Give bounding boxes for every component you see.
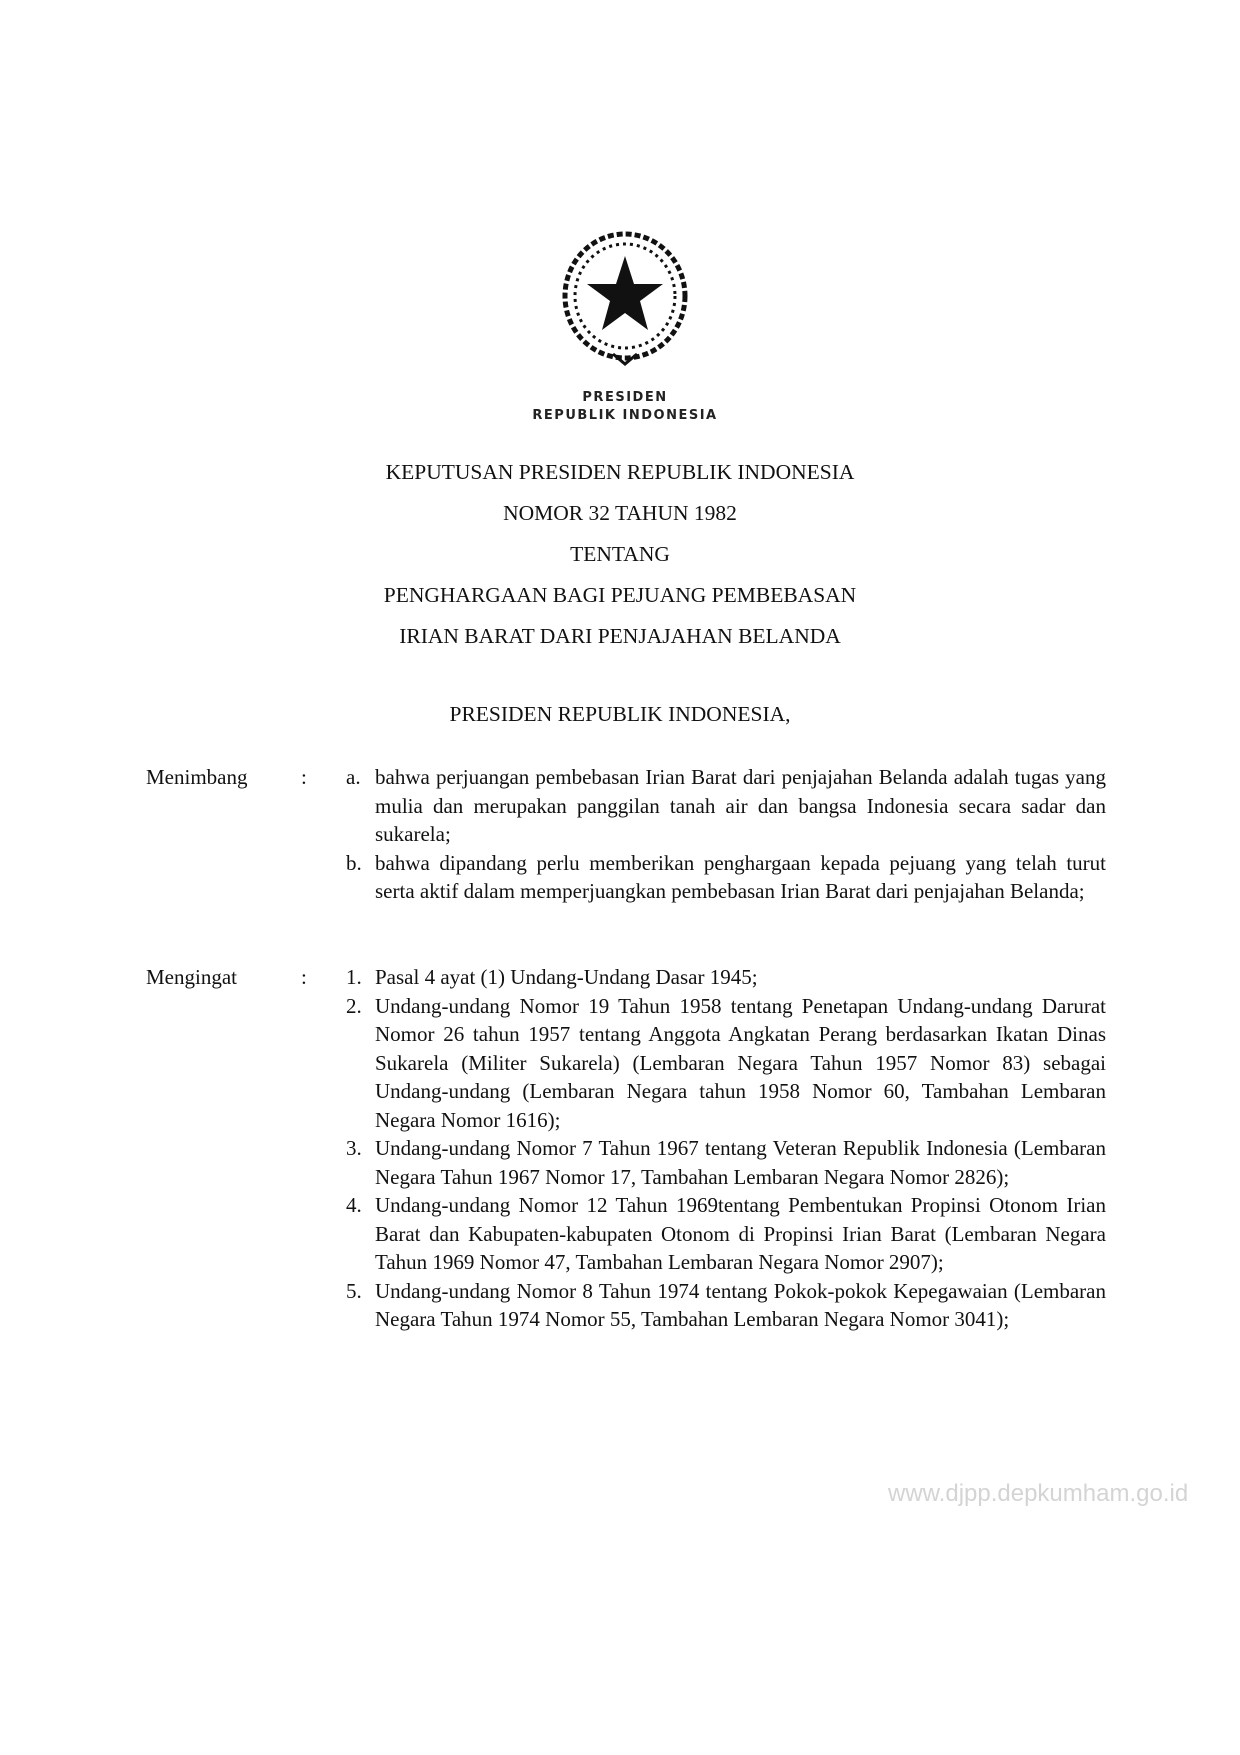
mengingat-section (146, 963, 1106, 1334)
presidential-seal-icon (555, 228, 695, 370)
title-subject: PENGHARGAAN BAGI PEJUANG PEMBEBASAN (383, 583, 857, 607)
list-item (346, 849, 1106, 906)
list-item (346, 1277, 1106, 1334)
list-item (346, 1191, 1106, 1277)
item-number: 4. (346, 1193, 362, 1217)
item-number: 2. (346, 993, 362, 1018)
opening-line: PRESIDEN REPUBLIK INDONESIA, (449, 702, 791, 726)
list-item (346, 963, 1106, 992)
list-item (346, 992, 1106, 1135)
item-text: Undang-undang Nomor 19 Tahun 1958 tentang Penetapan Undang-undang Darurat Nomor 26 tahun 1957 tentang Anggota Angkatan Perang berdasarkan Ikatan Dinas Sukarela (Militer Sukarela) (Lembaran Negara Tahun 1957 Nomor 83) sebagai Undang-undang (Lembaran Negara tahun 1958 Nomor 60, Tambahan Lembaran Negara Nomor 1616); (375, 993, 1106, 1132)
item-number: a. (346, 765, 361, 789)
seal-label-line2: REPUBLIK INDONESIA (532, 408, 718, 423)
section-label: Mengingat (146, 965, 237, 989)
item-text: Undang-undang Nomor 12 Tahun 1969tentang Pembentukan Propinsi Otonom Irian Barat dan Kabupaten-kabupaten Otonom di Propinsi Irian Barat (Lembaran Negara Tahun 1969 Nomor 47, Tambahan Lembaran Negara Nomor 2907); (375, 1193, 1106, 1274)
list-item (346, 763, 1106, 849)
title-subject: IRIAN BARAT DARI PENJAJAHAN BELANDA (399, 624, 841, 648)
item-text: bahwa dipandang perlu memberikan penghargaan kepada pejuang yang telah turut serta aktif dalam memperjuangkan pembebasan Irian Barat dari penjajahan Belanda; (375, 850, 1106, 903)
document-title (0, 452, 1240, 657)
watermark: www.djpp.depkumham.go.id (888, 1480, 1189, 1507)
title-number: NOMOR 32 TAHUN 1982 (503, 501, 737, 525)
menimbang-section (146, 763, 1106, 906)
list-item (346, 1134, 1106, 1191)
item-text: bahwa perjuangan pembebasan Irian Barat dari penjajahan Belanda adalah tugas yang mulia dan merupakan panggilan tanah air dan bangsa Indonesia secara sadar dan sukarela; (375, 765, 1106, 846)
item-number: 5. (346, 1278, 362, 1303)
item-text: Pasal 4 ayat (1) Undang-Undang Dasar 1945; (375, 965, 758, 989)
item-number: b. (346, 850, 362, 875)
item-number: 3. (346, 1136, 362, 1160)
item-text: Undang-undang Nomor 8 Tahun 1974 tentang Pokok-pokok Kepegawaian (Lembaran Negara Tahun 1974 Nomor 55, Tambahan Lembaran Negara Nomor 3041); (375, 1278, 1106, 1331)
colon: : (301, 965, 307, 989)
item-text: Undang-undang Nomor 7 Tahun 1967 tentang Veteran Republik Indonesia (Lembaran Negara Tahun 1967 Nomor 17, Tambahan Lembaran Negara Nomor 2826); (375, 1136, 1106, 1189)
item-number: 1. (346, 965, 362, 989)
seal-label-line1: PRESIDEN (582, 390, 668, 405)
colon: : (301, 765, 307, 789)
section-label: Menimbang (146, 765, 248, 789)
title-line: KEPUTUSAN PRESIDEN REPUBLIK INDONESIA (385, 460, 855, 484)
title-line: TENTANG (570, 542, 670, 566)
